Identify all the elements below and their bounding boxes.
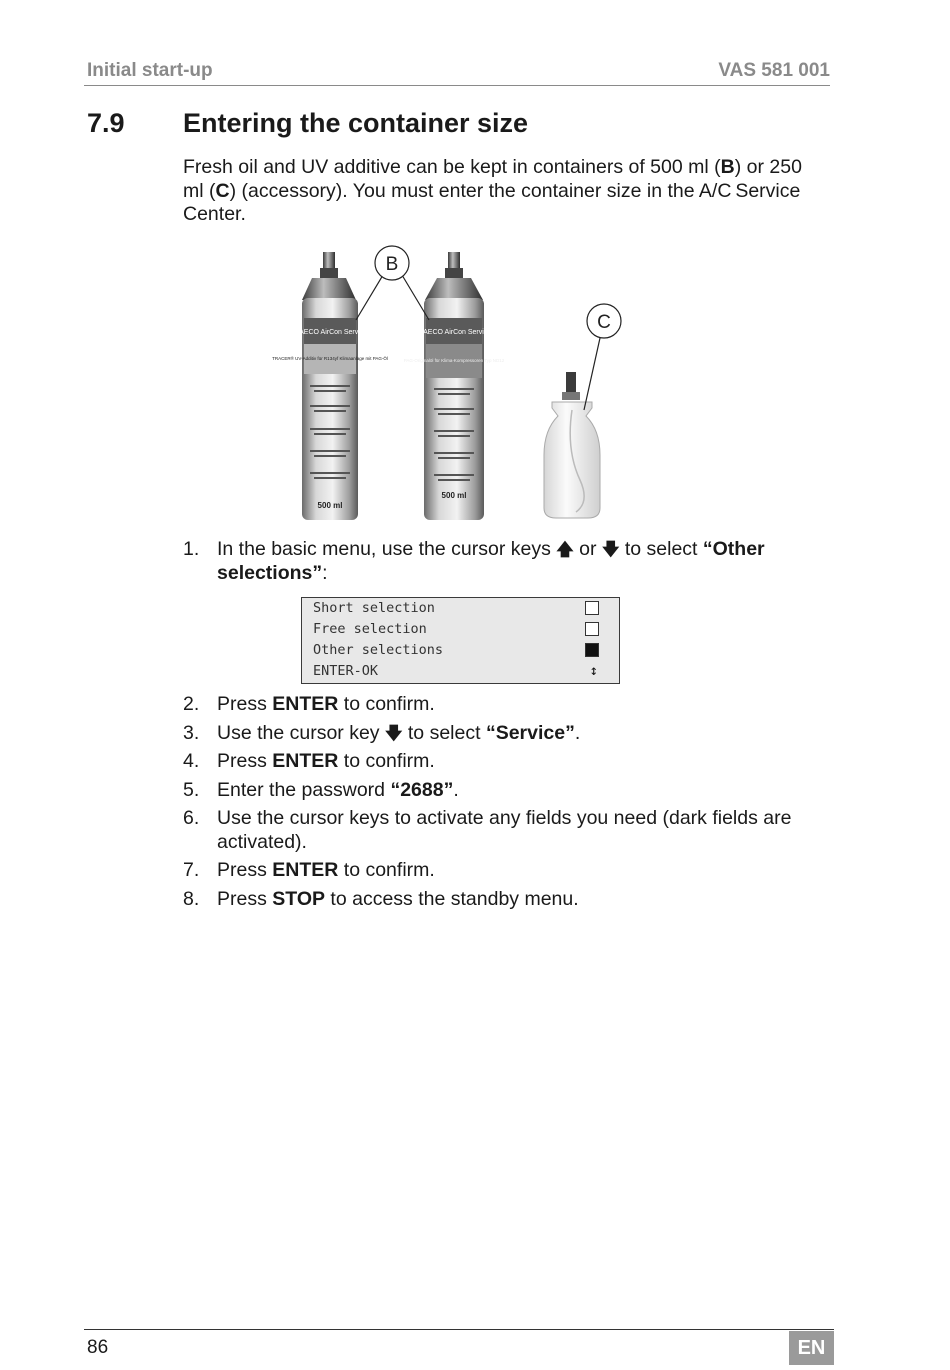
header-product-code: VAS 581 001 (718, 60, 830, 81)
step-number: 8. (183, 887, 200, 910)
step-emphasis: “Service” (485, 721, 575, 744)
header-rule (84, 85, 830, 86)
list-item (183, 859, 828, 883)
can-right-label-head: PAG-Originalöl für Klima-Kompressoren Typ ND12 (403, 358, 505, 363)
list-item (183, 779, 828, 803)
step-number: 6. (183, 807, 200, 829)
steps-list-part1 (183, 538, 828, 585)
can-right-brand: WAECO AirCon Service (416, 329, 492, 336)
up-down-arrow-icon: ↕ (589, 663, 598, 679)
list-item (183, 888, 828, 912)
lcd-row-other-selections (313, 640, 599, 660)
step-number: 2. (183, 693, 200, 715)
step-emphasis: ENTER (272, 859, 339, 881)
lcd-display (301, 597, 620, 684)
footer-rule (84, 1329, 834, 1330)
step-emphasis: “2688” (390, 778, 454, 801)
step-number: 5. (183, 778, 200, 801)
containers-figure (272, 240, 650, 525)
checkbox-filled-icon (585, 643, 599, 657)
list-item (183, 807, 828, 854)
step-text: to access the standby menu. (325, 887, 579, 910)
step-emphasis: ENTER (272, 693, 339, 715)
checkbox-empty-icon (585, 601, 599, 615)
step-text: . (574, 721, 581, 744)
step-text: to confirm. (338, 693, 435, 715)
list-item (183, 722, 828, 746)
containers-illustration (272, 240, 650, 525)
step-text: Press (217, 887, 273, 910)
intro-text-1: Fresh oil and UV additive can be kept in containers of 500 ml ( (183, 156, 721, 178)
lcd-row-label: ENTER-OK (313, 663, 379, 679)
can-right-size: 500 ml (441, 491, 467, 500)
step-emphasis: STOP (272, 887, 326, 910)
list-item (183, 693, 828, 717)
step-number: 7. (183, 859, 200, 881)
intro-text-3: ) (accessory). You must enter the container size in the A/C Service Center. (183, 179, 805, 225)
bottle-250ml (544, 372, 600, 518)
lcd-row-label: Short selection (313, 600, 435, 616)
lcd-row-short-selection (313, 598, 599, 618)
language-badge: EN (789, 1331, 834, 1365)
checkbox-empty-icon (585, 622, 599, 636)
step-text: : (322, 561, 328, 584)
step-text: In the basic menu, use the cursor keys (217, 538, 557, 560)
step-text: Press (217, 859, 273, 881)
steps-list-part2 (183, 693, 828, 911)
lcd-row-free-selection (313, 619, 599, 639)
can-right (404, 252, 505, 520)
callout-c (584, 304, 621, 410)
step-number: 1. (183, 538, 200, 560)
step-text: to confirm. (338, 750, 435, 772)
step-text: Press (217, 750, 273, 772)
step-text: . (453, 778, 459, 801)
step-text: Use the cursor key (217, 721, 385, 744)
list-item (183, 750, 828, 774)
list-item (183, 538, 828, 585)
section-title: Entering the container size (183, 108, 529, 138)
step-text: to confirm. (338, 859, 435, 881)
callout-c-label: C (597, 312, 611, 333)
lcd-row-label: Other selections (313, 642, 444, 658)
step-text: or (573, 538, 602, 560)
step-text: to select (402, 721, 486, 744)
step-emphasis: ENTER (272, 750, 339, 772)
step-emphasis: “Other selections” (217, 538, 765, 584)
step-number: 3. (183, 721, 200, 744)
section-number: 7.9 (87, 108, 125, 138)
can-left-label-head: TRACER® UV-Additiv für R134yf Klimaanlage mit PAG-Öl (272, 356, 388, 361)
step-text: Use the cursor keys to activate any fields you need (dark fields are activated). (217, 807, 792, 853)
step-text: Enter the password (217, 778, 391, 801)
arrow-up-icon: 🡅 (556, 540, 574, 559)
step-number: 4. (183, 750, 200, 772)
step-text: to select (619, 538, 703, 560)
intro-paragraph (183, 156, 823, 227)
can-left-size: 500 ml (317, 501, 343, 510)
intro-ref-c: C (215, 179, 230, 202)
arrow-down-icon: 🡇 (601, 540, 620, 559)
lcd-row-label: Free selection (313, 621, 427, 637)
callout-b (356, 246, 429, 320)
page-number: 86 (87, 1337, 109, 1358)
intro-ref-b: B (720, 156, 735, 178)
header-section-title: Initial start-up (87, 60, 213, 81)
callout-b-label: B (385, 254, 399, 275)
step-text: Press (217, 693, 273, 715)
can-left-brand: WAECO AirCon Service (292, 329, 368, 336)
lcd-row-enter-ok (313, 661, 599, 681)
can-left (272, 252, 388, 520)
intro-text-2: ) or 250 ml ( (183, 156, 802, 202)
arrow-down-icon: 🡇 (384, 723, 403, 743)
